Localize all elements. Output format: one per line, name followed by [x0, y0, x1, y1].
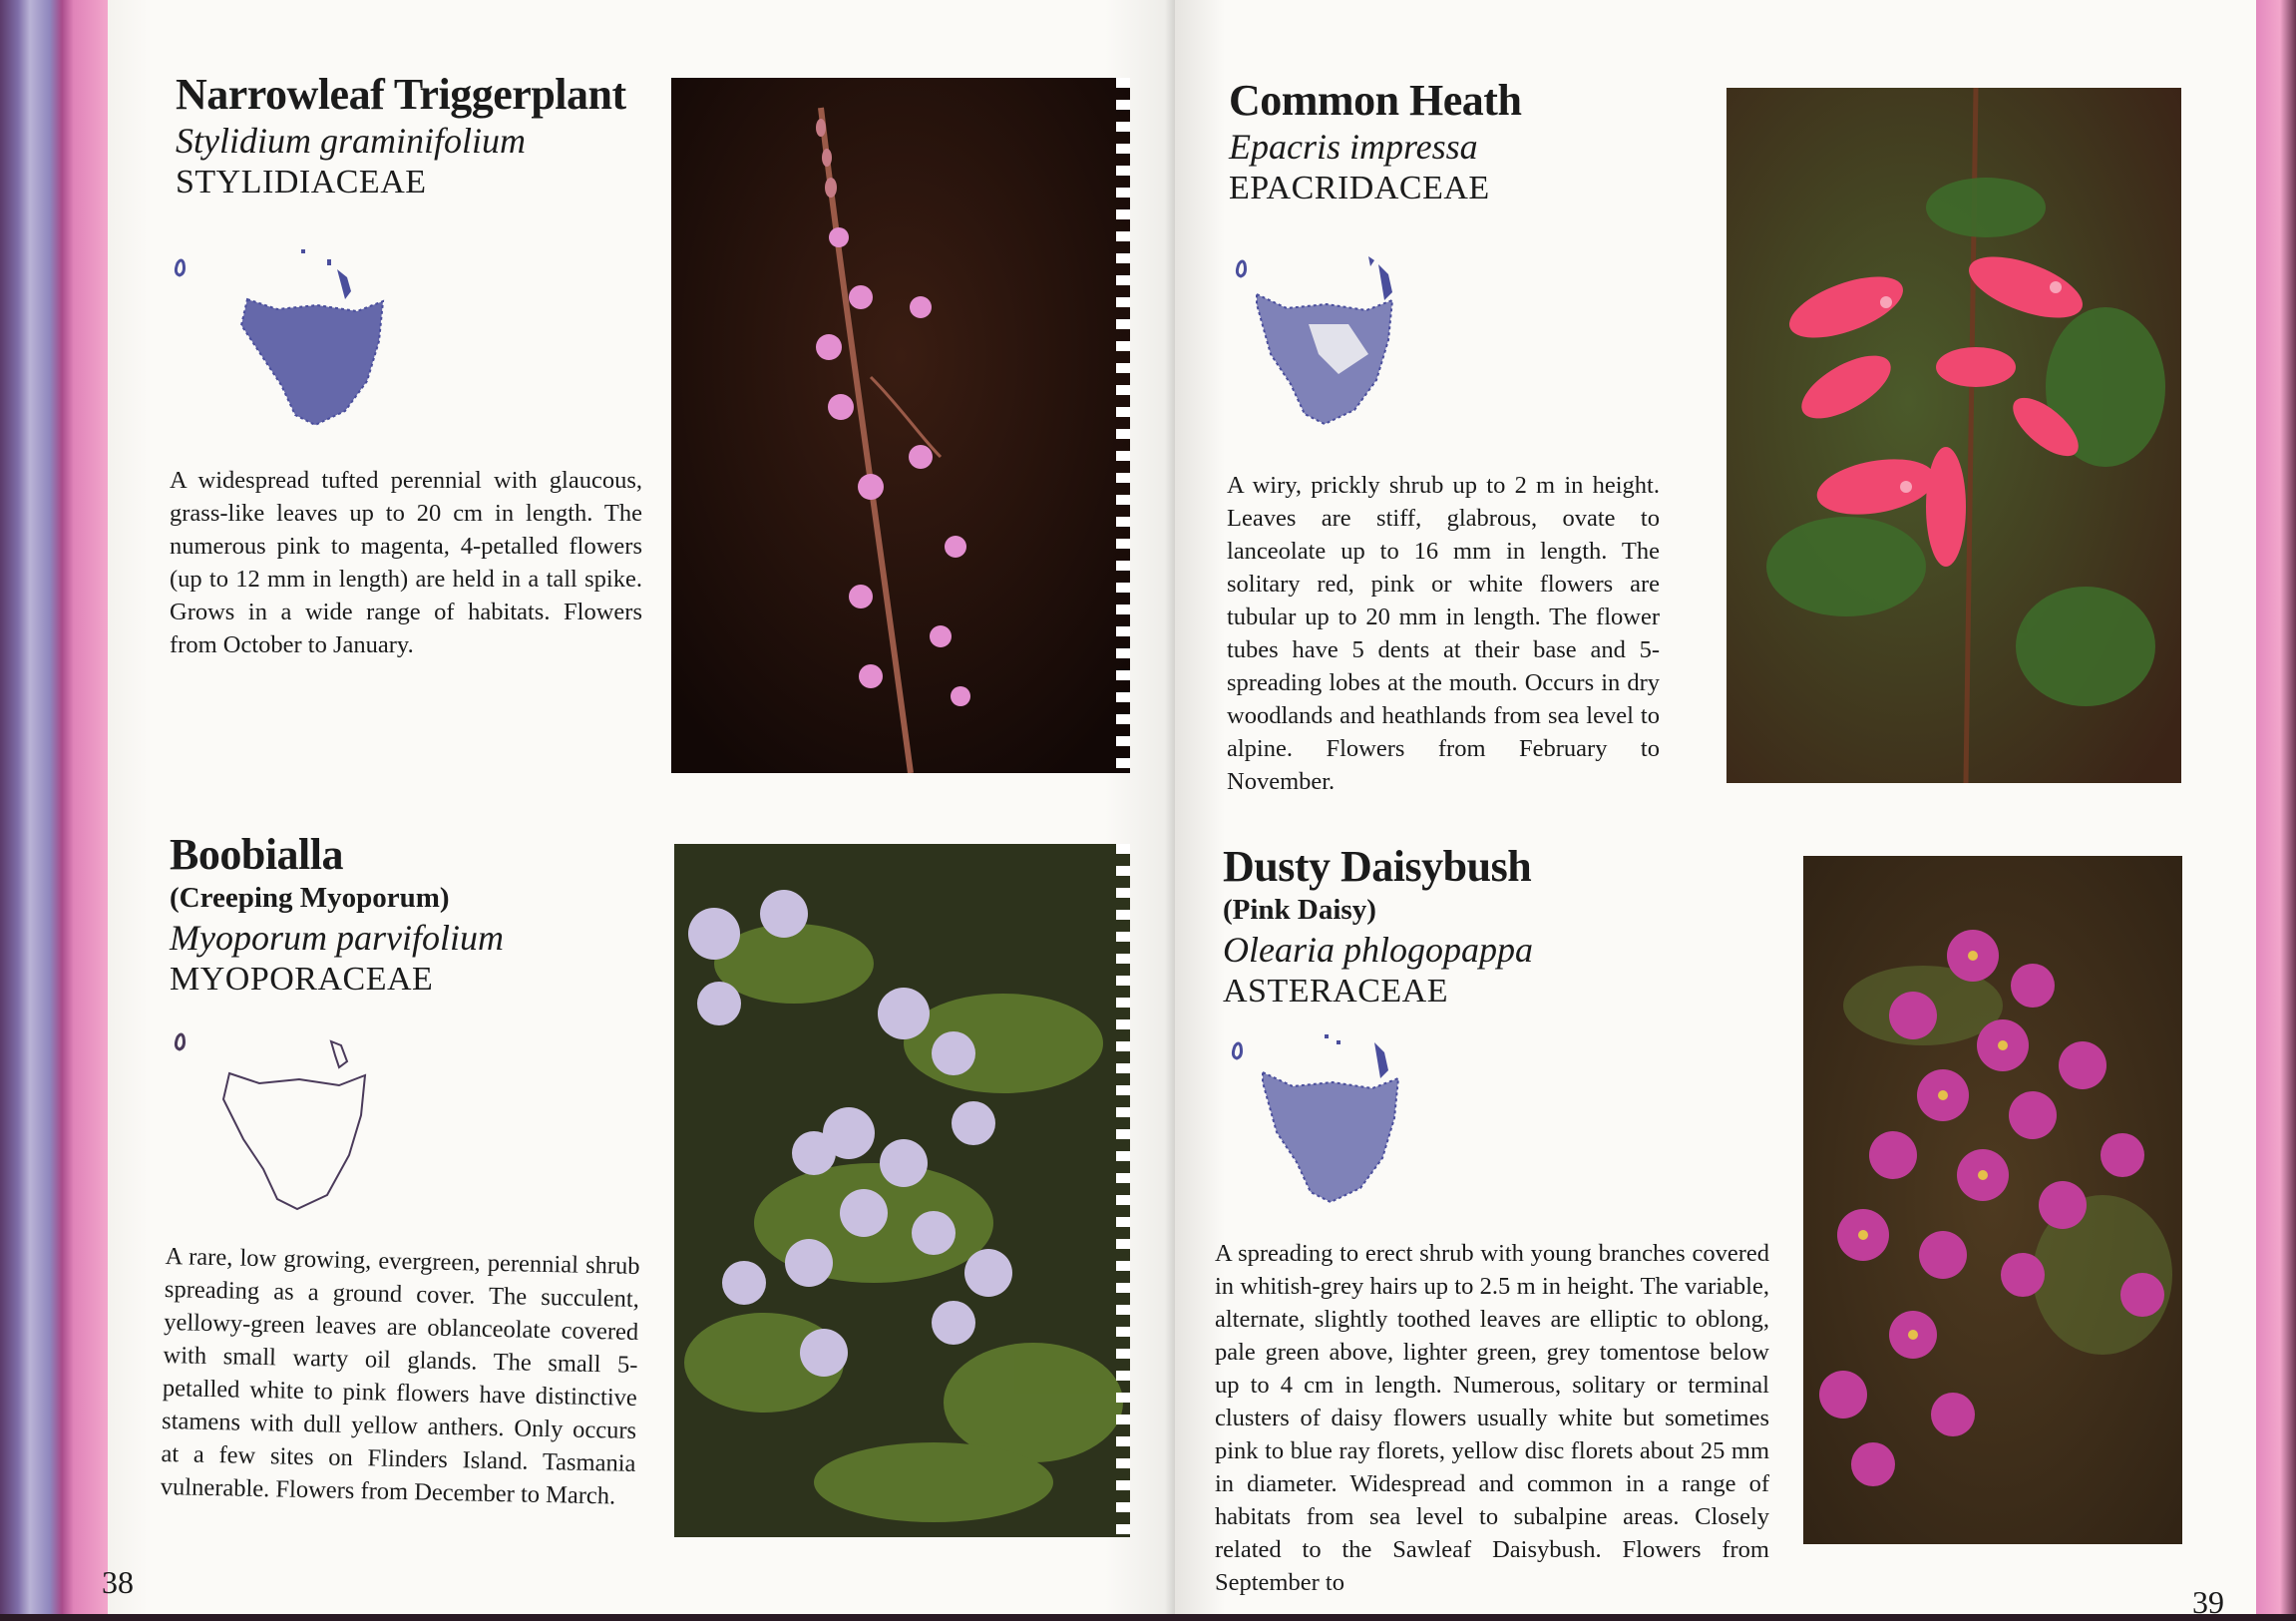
species-family: STYLIDIACEAE [176, 164, 427, 202]
tasmania-distribution-map-icon [168, 249, 467, 449]
photo-border-perforation [1116, 844, 1130, 1537]
left-page-edges [0, 0, 110, 1614]
photo-border-perforation [1116, 78, 1130, 773]
species-scientific-name: Stylidium graminifolium [176, 121, 526, 162]
tasmania-distribution-map-icon [1225, 1032, 1524, 1232]
common-heath-photo-icon [1726, 88, 2181, 783]
entry-boobialla [170, 832, 608, 999]
species-common-name: Common Heath [1229, 76, 1522, 125]
species-common-name: Narrowleaf Triggerplant [176, 70, 626, 119]
species-scientific-name: Epacris impressa [1229, 127, 1478, 168]
species-scientific-name: Olearia phlogopappa [1223, 930, 1533, 971]
daisybush-photo-icon [1803, 856, 2182, 1544]
right-page-edges [2256, 0, 2296, 1614]
species-family: ASTERACEAE [1223, 973, 1448, 1011]
boobialla-photo-icon [674, 844, 1130, 1537]
entry-common-heath [1229, 78, 1708, 207]
entry-dusty-daisybush [1223, 844, 1702, 1011]
species-family: MYOPORACEAE [170, 961, 434, 999]
triggerplant-photo-icon [671, 78, 1130, 773]
species-alternate-name: (Creeping Myoporum) [170, 882, 450, 915]
species-common-name: Dusty Daisybush [1223, 842, 1532, 891]
left-page [102, 0, 1175, 1614]
tasmania-outline-map-icon [168, 1027, 467, 1227]
page-number-right: 39 [2192, 1584, 2224, 1620]
species-description: A rare, low growing, evergreen, perennial shrub spreading as a ground cover. The succulent, yellowy-green leaves are oblanceolate covered with small warty oil glands. The small 5-petalled white to pink flowers have distinctive stamens with dull yellow anthers. Only occurs at a few sites on Flinders Island. Tasmania vulnerable. Flowers from December to March. [160, 1242, 640, 1510]
species-alternate-name: (Pink Daisy) [1223, 894, 1376, 927]
species-description: A wiry, prickly shrub up to 2 m in height. Leaves are stiff, glabrous, ovate to lanceolate up to 16 mm in length. The solitary red, pink or white flowers are tubular up to 20 mm in length. The flower tubes have 5 dents at their base and 5-spreading lobes at the mouth. Occurs in dry woodlands and heathlands from sea level to alpine. Flowers from February to November. [1227, 472, 1660, 795]
species-family: EPACRIDACEAE [1229, 170, 1490, 207]
species-scientific-name: Myoporum parvifolium [170, 918, 504, 959]
species-description: A widespread tufted perennial with glaucous, grass-like leaves up to 20 cm in length. The numerous pink to magenta, 4-petalled flowers (up to 12 mm in length) are held in a tall spike. Grows in a wide range of habitats. Flowers from October to January. [170, 467, 642, 658]
species-common-name: Boobialla [170, 830, 343, 879]
tasmania-distribution-map-icon [1229, 254, 1528, 454]
species-description: A spreading to erect shrub with young branches covered in whitish-grey hairs up to 2.5 m in height. The variable, alternate, slightly toothed leaves are elliptic to oblong, pale green above, lighter green, grey tomentose below up to 4 cm in length. Numerous, solitary or terminal clusters of daisy flowers usually white but sometimes pink to blue ray florets, yellow disc florets about 25 mm in diameter. Widespread and common in a range of habitats from sea level to subalpine areas. Closely related to the Sawleaf Daisybush. Flowers from September to [1215, 1240, 1769, 1596]
right-page [1175, 0, 2256, 1620]
page-number-left: 38 [102, 1564, 134, 1600]
